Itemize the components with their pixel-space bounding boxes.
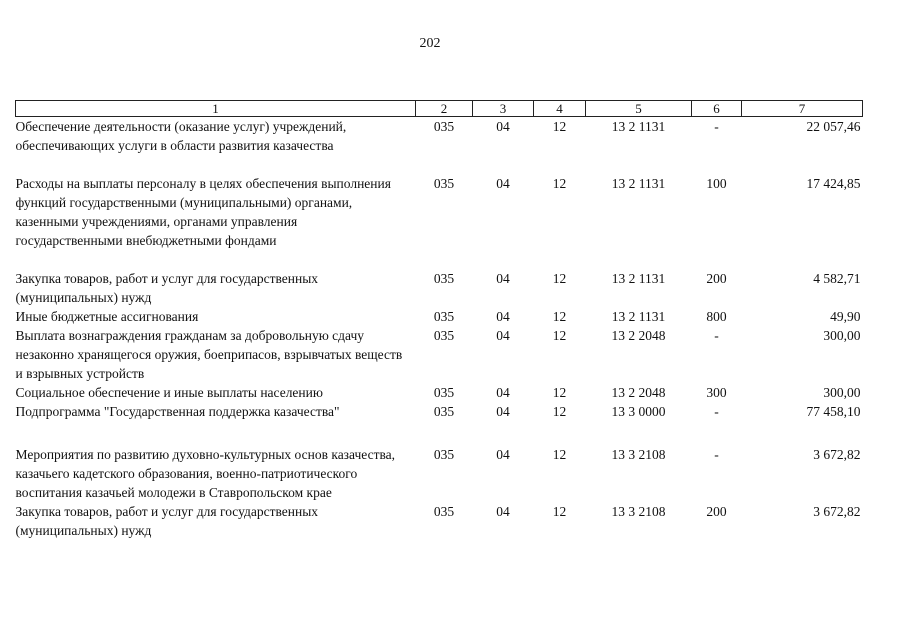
ministry-code: 035: [433, 404, 455, 419]
amount: 77 458,10: [806, 404, 861, 419]
amount: 4 582,71: [813, 271, 861, 286]
target-article-code: 13 3 0000: [611, 404, 666, 419]
item-name: Социальное обеспечение и иные выплаты населению: [15, 385, 323, 400]
table-row: [16, 269, 863, 307]
ministry-code: 035: [433, 271, 455, 286]
spacer-row: [16, 155, 863, 174]
table-row: [16, 383, 863, 402]
table-row: [16, 307, 863, 326]
target-article-code: 13 2 2048: [611, 385, 666, 400]
item-name: Выплата вознаграждения гражданам за добровольную сдачу незаконно хранящегося оружия, боеприпасов, взрывчатых веществ и взрывных устройств: [15, 328, 403, 381]
section-code: 04: [496, 404, 510, 419]
section-code: 04: [496, 504, 510, 519]
item-name: Обеспечение деятельности (оказание услуг) учреждений, обеспечивающих услуги в области развития казачества: [15, 119, 347, 153]
column-header: 2: [416, 101, 473, 117]
table-row: [16, 117, 863, 156]
subsection-code: 12: [552, 447, 567, 462]
expense-type-code: -: [714, 404, 719, 419]
expense-type-code: -: [714, 447, 719, 462]
header-row: [16, 101, 863, 117]
ministry-code: 035: [433, 504, 455, 519]
expense-type-code: 200: [706, 271, 727, 286]
subsection-code: 12: [552, 504, 567, 519]
section-code: 04: [496, 119, 510, 134]
target-article-code: 13 2 1131: [611, 119, 666, 134]
amount: 49,90: [830, 309, 861, 324]
ministry-code: 035: [433, 385, 455, 400]
ministry-code: 035: [433, 176, 455, 191]
table-row: [16, 445, 863, 502]
item-name: Подпрограмма "Государственная поддержка казачества": [15, 404, 340, 419]
subsection-code: 12: [552, 328, 567, 343]
section-code: 04: [496, 328, 510, 343]
expense-type-code: -: [714, 328, 719, 343]
item-name: Закупка товаров, работ и услуг для государственных (муниципальных) нужд: [15, 504, 319, 538]
subsection-code: 12: [552, 176, 567, 191]
section-code: 04: [496, 447, 510, 462]
expense-type-code: 300: [706, 385, 727, 400]
subsection-code: 12: [552, 385, 567, 400]
section-code: 04: [496, 271, 510, 286]
target-article-code: 13 2 1131: [611, 271, 666, 286]
column-header: 6: [692, 101, 742, 117]
spacer-row: [16, 250, 863, 269]
subsection-code: 12: [552, 271, 567, 286]
subsection-code: 12: [552, 119, 567, 134]
ministry-code: 035: [433, 119, 455, 134]
subsection-code: 12: [552, 404, 567, 419]
amount: 300,00: [823, 385, 861, 400]
item-name: Мероприятия по развитию духовно-культурных основ казачества, казачьего кадетского образования, военно-патриотического воспитания казачьей молодежи в Ставропольском крае: [15, 447, 396, 500]
column-header: 7: [742, 101, 863, 117]
target-article-code: 13 2 2048: [611, 328, 666, 343]
spacer-row: [16, 421, 863, 445]
target-article-code: 13 3 2108: [611, 504, 666, 519]
page-number: 202: [419, 36, 441, 51]
expense-type-code: 200: [706, 504, 727, 519]
column-header: 3: [473, 101, 534, 117]
item-name: Закупка товаров, работ и услуг для государственных (муниципальных) нужд: [15, 271, 319, 305]
section-code: 04: [496, 385, 510, 400]
target-article-code: 13 2 1131: [611, 176, 666, 191]
target-article-code: 13 3 2108: [611, 447, 666, 462]
column-header: 1: [16, 101, 416, 117]
amount: 3 672,82: [813, 447, 861, 462]
ministry-code: 035: [433, 309, 455, 324]
table-row: [16, 174, 863, 250]
table-row: [16, 502, 863, 540]
expense-type-code: 100: [706, 176, 727, 191]
budget-table: [15, 100, 863, 540]
column-header: 5: [586, 101, 692, 117]
section-code: 04: [496, 309, 510, 324]
table-row: [16, 326, 863, 383]
ministry-code: 035: [433, 447, 455, 462]
section-code: 04: [496, 176, 510, 191]
column-header: 4: [534, 101, 586, 117]
table-row: [16, 402, 863, 421]
expense-type-code: -: [714, 119, 719, 134]
item-name: Расходы на выплаты персоналу в целях обеспечения выполнения функций государственными (муниципальными) органами, казенными учреждениями, органами управления государственными внебюджетными фондами: [15, 176, 391, 248]
amount: 17 424,85: [806, 176, 861, 191]
amount: 3 672,82: [813, 504, 861, 519]
ministry-code: 035: [433, 328, 455, 343]
item-name: Иные бюджетные ассигнования: [15, 309, 199, 324]
expense-type-code: 800: [706, 309, 727, 324]
subsection-code: 12: [552, 309, 567, 324]
amount: 300,00: [823, 328, 861, 343]
amount: 22 057,46: [806, 119, 861, 134]
target-article-code: 13 2 1131: [611, 309, 666, 324]
